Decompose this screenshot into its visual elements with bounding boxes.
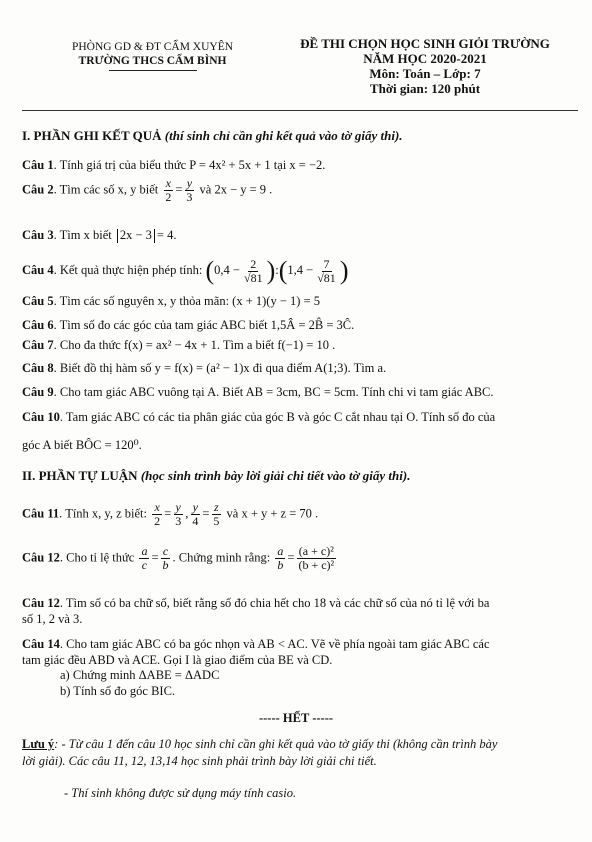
note-text1: : - Từ câu 1 đến câu 10 học sinh chỉ cần ghi kết quả vào tờ giấy thi (không cần trình bày	[54, 737, 498, 751]
q7-text: . Cho đa thức f(x) = ax² − 4x + 1. Tìm a biết f(−1) = 10 .	[53, 338, 336, 352]
q11-post: và x + y + z = 70 .	[226, 506, 319, 521]
q4-label: Câu 4	[22, 262, 54, 277]
note-line2	[22, 753, 582, 769]
q11-frac-4	[211, 501, 221, 528]
q12a-mid: . Chứng minh rằng:	[172, 550, 271, 565]
question-14	[22, 637, 490, 652]
q11-label: Câu 11	[22, 506, 60, 521]
q12b-label: Câu 12	[22, 596, 60, 610]
q4-f1-num: 2	[250, 256, 257, 271]
q2-eq: =	[175, 182, 183, 197]
note-line3	[64, 785, 564, 801]
q2-post: và 2x − y = 9 .	[199, 182, 273, 197]
q4-pre: . Kết quả thực hiện phép tính:	[53, 262, 203, 277]
q12a-pre: . Cho tỉ lệ thức	[59, 550, 135, 565]
q9-label: Câu 9	[22, 385, 54, 399]
time-limit: Thời gian: 120 phút	[369, 81, 481, 96]
q12a-f4-den: (b + c)²	[298, 558, 335, 572]
q12a-label: Câu 12	[22, 550, 60, 565]
q12a-f2-den: b	[162, 558, 169, 572]
q11-f3-den: 4	[192, 514, 199, 528]
q11-f2-den: 3	[175, 514, 182, 528]
part1-note: (thí sinh chỉ cần ghi kết quả vào tờ giấy thi).	[164, 128, 403, 143]
part1-title: I. PHẦN GHI KẾT QUẢ	[22, 128, 162, 143]
q12a-f2-num: c	[162, 544, 169, 558]
exam-title: ĐỀ THI CHỌN HỌC SINH GIỎI TRƯỜNG	[300, 36, 550, 51]
q10-label: Câu 10	[22, 410, 60, 424]
question-1	[22, 158, 325, 173]
q3-pre: . Tìm x biết	[53, 228, 112, 242]
q2-frac-2	[184, 177, 194, 204]
school-year: NĂM HỌC 2020-2021	[363, 51, 487, 66]
q14-part-b: b) Tính số đo góc BIC.	[60, 684, 176, 698]
q14-part-a: a) Chứng minh ΔABE = ΔADC	[60, 668, 220, 682]
question-7	[22, 338, 335, 353]
question-4	[22, 256, 348, 286]
q11-f2-num: y	[175, 500, 181, 514]
subject: Môn: Toán – Lớp: 7	[369, 66, 481, 81]
part2-heading	[22, 468, 410, 484]
q11-pre: . Tính x, y, z biết:	[59, 506, 148, 521]
q2-frac-1	[163, 177, 173, 204]
school-name: TRƯỜNG THCS CẨM BÌNH	[78, 55, 227, 67]
q2-f1-num: x	[165, 176, 171, 190]
note-text2: lời giải). Các câu 11, 12, 13,14 học sinh phải trình bày lời giải chi tiết.	[22, 754, 377, 768]
question-2	[22, 177, 272, 204]
q12a-frac-1	[139, 545, 149, 572]
q4-f2-den: √81	[317, 270, 336, 285]
q11-f4-den: 5	[213, 514, 220, 528]
q11-frac-2	[173, 501, 183, 528]
q3-label: Câu 3	[22, 228, 54, 242]
question-12b-cont	[22, 612, 82, 627]
q14-line2: tam giác đều ABD và ACE. Gọi I là giao điểm của BE và CD.	[22, 653, 333, 667]
abs-bar-left	[117, 229, 118, 243]
q2-f2-den: 3	[186, 190, 193, 204]
q1-label: Câu 1	[22, 158, 54, 172]
q3-expr: 2x − 3	[119, 228, 152, 242]
q9-text: . Cho tam giác ABC vuông tại A. Biết AB = 3cm, BC = 5cm. Tính chi vi tam giác ABC.	[53, 385, 494, 399]
q12a-f1-den: c	[141, 558, 148, 572]
question-8	[22, 361, 386, 376]
question-10	[22, 410, 495, 425]
q11-f1-num: x	[154, 500, 160, 514]
q4-frac-2	[315, 258, 338, 285]
question-6	[22, 318, 354, 333]
note-text3: - Thí sinh không được sử dụng máy tính casio.	[64, 786, 297, 800]
q6-text: . Tìm số đo các góc của tam giác ABC biết 1,5Â = 2B̂ = 3Ĉ.	[53, 318, 355, 332]
question-10-cont	[22, 437, 142, 453]
question-5	[22, 294, 320, 309]
question-12a: Câu 12. Cho tỉ lệ thức $\frac{a}{c}$ = $\frac{c}{b}$ . Chứng minh rằng: $\frac{a}{b}$ = $\frac{\text{(a + c)²}}{\text{(b + c)²}}$	[22, 544, 335, 572]
q2-f1-den: 2	[165, 190, 172, 204]
q5-text: . Tìm các số nguyên x, y thỏa mãn: (x + 1)(y − 1) = 5	[53, 294, 320, 308]
department: PHÒNG GD & ĐT CẨM XUYÊN	[71, 41, 234, 53]
end-marker: ----- HẾT -----	[258, 711, 334, 725]
q2-pre: . Tìm các số x, y biết	[53, 182, 159, 197]
header-left	[40, 40, 265, 71]
q3-post: = 4.	[156, 228, 177, 242]
abs-bar-right	[154, 229, 155, 243]
note-line1	[22, 736, 582, 752]
q7-label: Câu 7	[22, 338, 54, 352]
q4-a: 0,4 −	[214, 262, 240, 277]
q12a-f3-den: b	[277, 558, 284, 572]
q11-f3-num: y	[192, 500, 198, 514]
q11-f4-num: z	[214, 500, 219, 514]
q4-paren-open-2: (	[278, 256, 288, 285]
q4-b: 1,4 −	[287, 262, 314, 277]
question-12b	[22, 596, 489, 611]
q2-f2-num: y	[186, 176, 193, 190]
q14-label: Câu 14	[22, 637, 60, 651]
q4-paren-close-2: )	[339, 256, 349, 285]
q8-label: Câu 8	[22, 361, 54, 375]
part2-note: (học sinh trình bày lời giải chi tiết vào tờ giấy thi).	[140, 468, 411, 483]
q10-line1: . Tam giác ABC có các tia phân giác của góc B và góc C cắt nhau tại O. Tính số đo của	[59, 410, 496, 424]
q11-f1-den: 2	[154, 514, 161, 528]
part1-heading	[22, 128, 403, 144]
q14-line1: . Cho tam giác ABC có ba góc nhọn và AB < AC. Vẽ về phía ngoài tam giác ABC các	[59, 637, 490, 651]
q4-div: :	[275, 262, 279, 277]
question-14-a	[22, 668, 219, 683]
question-14-b	[22, 684, 175, 699]
q12a-f3-num: a	[277, 544, 284, 558]
question-9	[22, 385, 494, 400]
q8-text: . Biết đồ thị hàm số y = f(x) = (a² − 1)x đi qua điểm A(1;3). Tìm a.	[53, 361, 387, 375]
q12b-line1: . Tìm số có ba chữ số, biết rằng số đó chia hết cho 18 và các chữ số của nó tỉ lệ với ba	[59, 596, 490, 610]
note-label: Lưu ý	[22, 737, 55, 751]
q5-label: Câu 5	[22, 294, 54, 308]
q4-f1-den: √81	[243, 270, 263, 285]
q4-frac-1	[242, 258, 265, 285]
q10-line2: góc A biết BÔC = 120⁰.	[22, 438, 142, 452]
q11-frac-1	[152, 501, 162, 528]
header-right	[280, 36, 570, 96]
q12a-frac-4	[296, 545, 336, 572]
q12a-frac-2	[161, 545, 171, 572]
q12a-f1-num: a	[141, 544, 148, 558]
q12a-frac-3	[275, 545, 285, 572]
question-11: Câu 11. Tính x, y, z biết: $\frac{x}{2}$ = $\frac{y}{3}$ , $\frac{y}{4}$ = $\frac{z}{5}$ và x + y + z = 70 .	[22, 500, 319, 528]
part2-title: II. PHẦN TỰ LUẬN	[22, 468, 138, 483]
header-divider	[22, 110, 578, 111]
q12a-f4-num: (a + c)²	[298, 544, 334, 558]
school-underline	[109, 70, 197, 71]
q1-text: . Tính giá trị của biểu thức P = 4x² + 5x + 1 tại x = −2.	[53, 158, 326, 172]
q6-label: Câu 6	[22, 318, 54, 332]
q4-paren-open-1: (	[205, 256, 215, 285]
question-3	[22, 228, 176, 243]
q4-paren-close-1: )	[266, 256, 276, 285]
q4-f2-num: 7	[323, 256, 330, 271]
q12b-line2: số 1, 2 và 3.	[22, 612, 83, 626]
question-14-cont	[22, 653, 332, 668]
q11-frac-3	[190, 501, 200, 528]
q2-label: Câu 2	[22, 182, 54, 197]
